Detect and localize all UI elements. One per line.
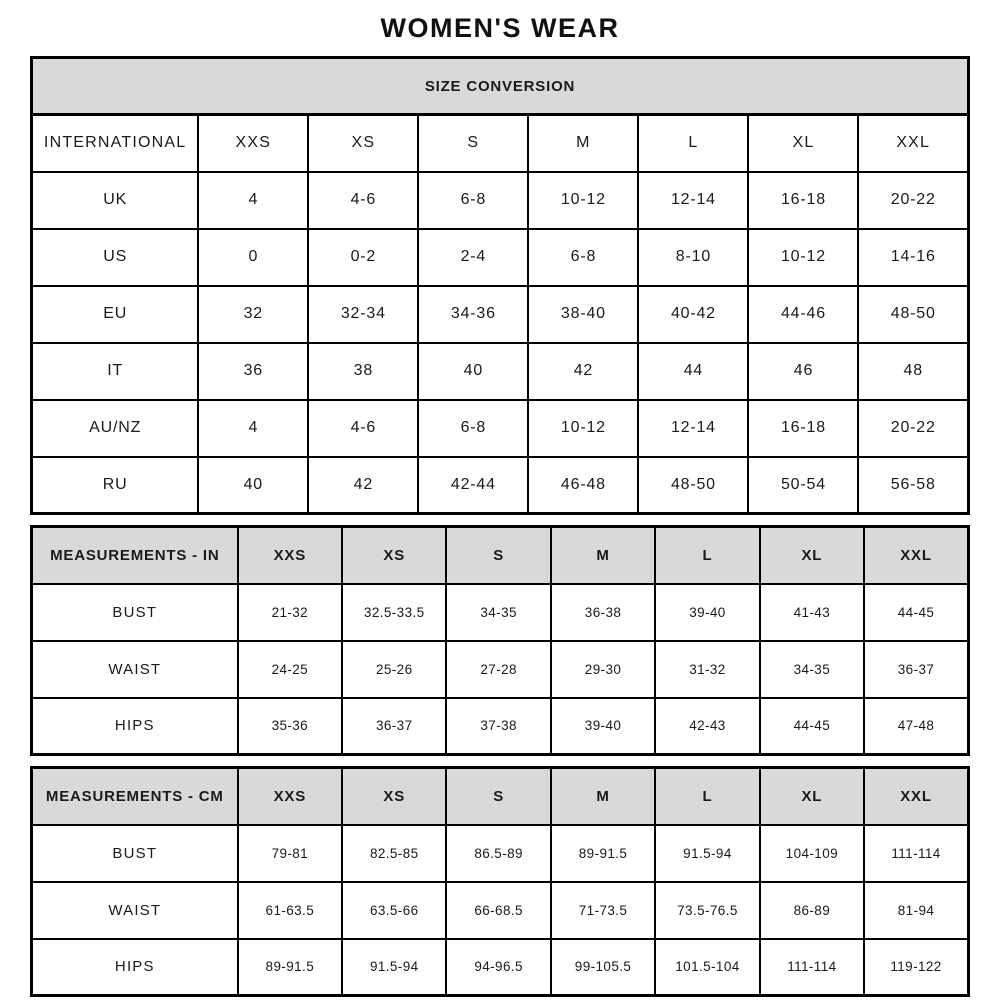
measurements-cm-table: [30, 766, 970, 997]
table-row-eu: [32, 286, 969, 343]
cell: 71-73.5: [551, 882, 655, 939]
cell: 37-38: [446, 698, 550, 755]
col-header: XXL: [864, 527, 968, 584]
table-row-hips: [32, 698, 969, 755]
cell: 119-122: [864, 939, 968, 996]
table-row-it: [32, 343, 969, 400]
measurements-in-table: [30, 525, 970, 756]
cell: 40: [418, 343, 528, 400]
row-header: HIPS: [32, 698, 238, 755]
col-header: S: [446, 527, 550, 584]
cell: 111-114: [864, 825, 968, 882]
table-row-us: [32, 229, 969, 286]
col-header: XXS: [238, 768, 342, 825]
col-header: XXL: [858, 115, 968, 172]
cell: 36: [198, 343, 308, 400]
row-header: BUST: [32, 825, 238, 882]
cell: 47-48: [864, 698, 968, 755]
table-title-row: [32, 58, 969, 115]
cell: 48: [858, 343, 968, 400]
cell: 21-32: [238, 584, 342, 641]
cell: 32-34: [308, 286, 418, 343]
col-header: XS: [342, 527, 446, 584]
row-header: UK: [32, 172, 199, 229]
cell: 41-43: [760, 584, 864, 641]
table-row-bust: [32, 825, 969, 882]
cell: 4-6: [308, 400, 418, 457]
cell: 36-38: [551, 584, 655, 641]
row-header: HIPS: [32, 939, 238, 996]
size-conversion-table: [30, 56, 970, 515]
cell: 99-105.5: [551, 939, 655, 996]
cell: 20-22: [858, 400, 968, 457]
cell: 42-43: [655, 698, 759, 755]
row-header: WAIST: [32, 882, 238, 939]
cell: 44-46: [748, 286, 858, 343]
cell: 24-25: [238, 641, 342, 698]
col-header: S: [446, 768, 550, 825]
col-header: XXL: [864, 768, 968, 825]
cell: 16-18: [748, 400, 858, 457]
cell: 91.5-94: [342, 939, 446, 996]
cell: 46: [748, 343, 858, 400]
size-header-row: [32, 115, 969, 172]
cell: 101.5-104: [655, 939, 759, 996]
row-header: EU: [32, 286, 199, 343]
col-header: MEASUREMENTS - IN: [32, 527, 238, 584]
table-row-waist: [32, 882, 969, 939]
cell: 14-16: [858, 229, 968, 286]
cell: 4: [198, 172, 308, 229]
cell: 104-109: [760, 825, 864, 882]
col-header: L: [655, 768, 759, 825]
col-header: INTERNATIONAL: [32, 115, 199, 172]
cell: 94-96.5: [446, 939, 550, 996]
col-header: M: [551, 768, 655, 825]
cell: 44-45: [760, 698, 864, 755]
cell: 56-58: [858, 457, 968, 514]
cell: 10-12: [748, 229, 858, 286]
cell: 36-37: [342, 698, 446, 755]
cell: 42: [528, 343, 638, 400]
cell: 6-8: [418, 172, 528, 229]
cell: 50-54: [748, 457, 858, 514]
col-header: XS: [308, 115, 418, 172]
col-header: XL: [748, 115, 858, 172]
cell: 4: [198, 400, 308, 457]
cell: 89-91.5: [551, 825, 655, 882]
cell: 40: [198, 457, 308, 514]
cell: 25-26: [342, 641, 446, 698]
cell: 12-14: [638, 172, 748, 229]
cell: 4-6: [308, 172, 418, 229]
cell: 42: [308, 457, 418, 514]
cell: 79-81: [238, 825, 342, 882]
cell: 36-37: [864, 641, 968, 698]
cell: 8-10: [638, 229, 748, 286]
col-header: M: [551, 527, 655, 584]
cell: 42-44: [418, 457, 528, 514]
cell: 46-48: [528, 457, 638, 514]
table-row-bust: [32, 584, 969, 641]
row-header: RU: [32, 457, 199, 514]
cell: 40-42: [638, 286, 748, 343]
cell: 89-91.5: [238, 939, 342, 996]
cell: 32: [198, 286, 308, 343]
cell: 0: [198, 229, 308, 286]
cell: 73.5-76.5: [655, 882, 759, 939]
table-title: SIZE CONVERSION: [32, 58, 969, 115]
page-title: WOMEN'S WEAR: [380, 13, 620, 43]
cell: 38-40: [528, 286, 638, 343]
row-header: IT: [32, 343, 199, 400]
col-header: XL: [760, 768, 864, 825]
col-header: XXS: [198, 115, 308, 172]
cell: 39-40: [551, 698, 655, 755]
row-header: AU/NZ: [32, 400, 199, 457]
row-header: US: [32, 229, 199, 286]
cell: 61-63.5: [238, 882, 342, 939]
col-header: XL: [760, 527, 864, 584]
table-row-uk: [32, 172, 969, 229]
cell: 48-50: [638, 457, 748, 514]
measurements-in-header-row: [32, 527, 969, 584]
cell: 0-2: [308, 229, 418, 286]
table-row-waist: [32, 641, 969, 698]
cell: 39-40: [655, 584, 759, 641]
row-header: BUST: [32, 584, 238, 641]
cell: 6-8: [528, 229, 638, 286]
cell: 34-35: [760, 641, 864, 698]
measurements-cm-header-row: [32, 768, 969, 825]
table-row-aunz: [32, 400, 969, 457]
cell: 29-30: [551, 641, 655, 698]
cell: 32.5-33.5: [342, 584, 446, 641]
col-header: L: [655, 527, 759, 584]
cell: 2-4: [418, 229, 528, 286]
cell: 86-89: [760, 882, 864, 939]
cell: 44: [638, 343, 748, 400]
cell: 38: [308, 343, 418, 400]
col-header: XXS: [238, 527, 342, 584]
cell: 34-36: [418, 286, 528, 343]
col-header: M: [528, 115, 638, 172]
cell: 44-45: [864, 584, 968, 641]
col-header: L: [638, 115, 748, 172]
cell: 111-114: [760, 939, 864, 996]
cell: 34-35: [446, 584, 550, 641]
col-header: XS: [342, 768, 446, 825]
cell: 91.5-94: [655, 825, 759, 882]
row-header: WAIST: [32, 641, 238, 698]
cell: 27-28: [446, 641, 550, 698]
cell: 35-36: [238, 698, 342, 755]
cell: 82.5-85: [342, 825, 446, 882]
cell: 63.5-66: [342, 882, 446, 939]
col-header: S: [418, 115, 528, 172]
cell: 10-12: [528, 172, 638, 229]
cell: 48-50: [858, 286, 968, 343]
cell: 6-8: [418, 400, 528, 457]
cell: 31-32: [655, 641, 759, 698]
col-header: MEASUREMENTS - CM: [32, 768, 238, 825]
cell: 66-68.5: [446, 882, 550, 939]
cell: 81-94: [864, 882, 968, 939]
cell: 20-22: [858, 172, 968, 229]
table-row-hips: [32, 939, 969, 996]
table-row-ru: [32, 457, 969, 514]
cell: 12-14: [638, 400, 748, 457]
cell: 10-12: [528, 400, 638, 457]
cell: 16-18: [748, 172, 858, 229]
cell: 86.5-89: [446, 825, 550, 882]
